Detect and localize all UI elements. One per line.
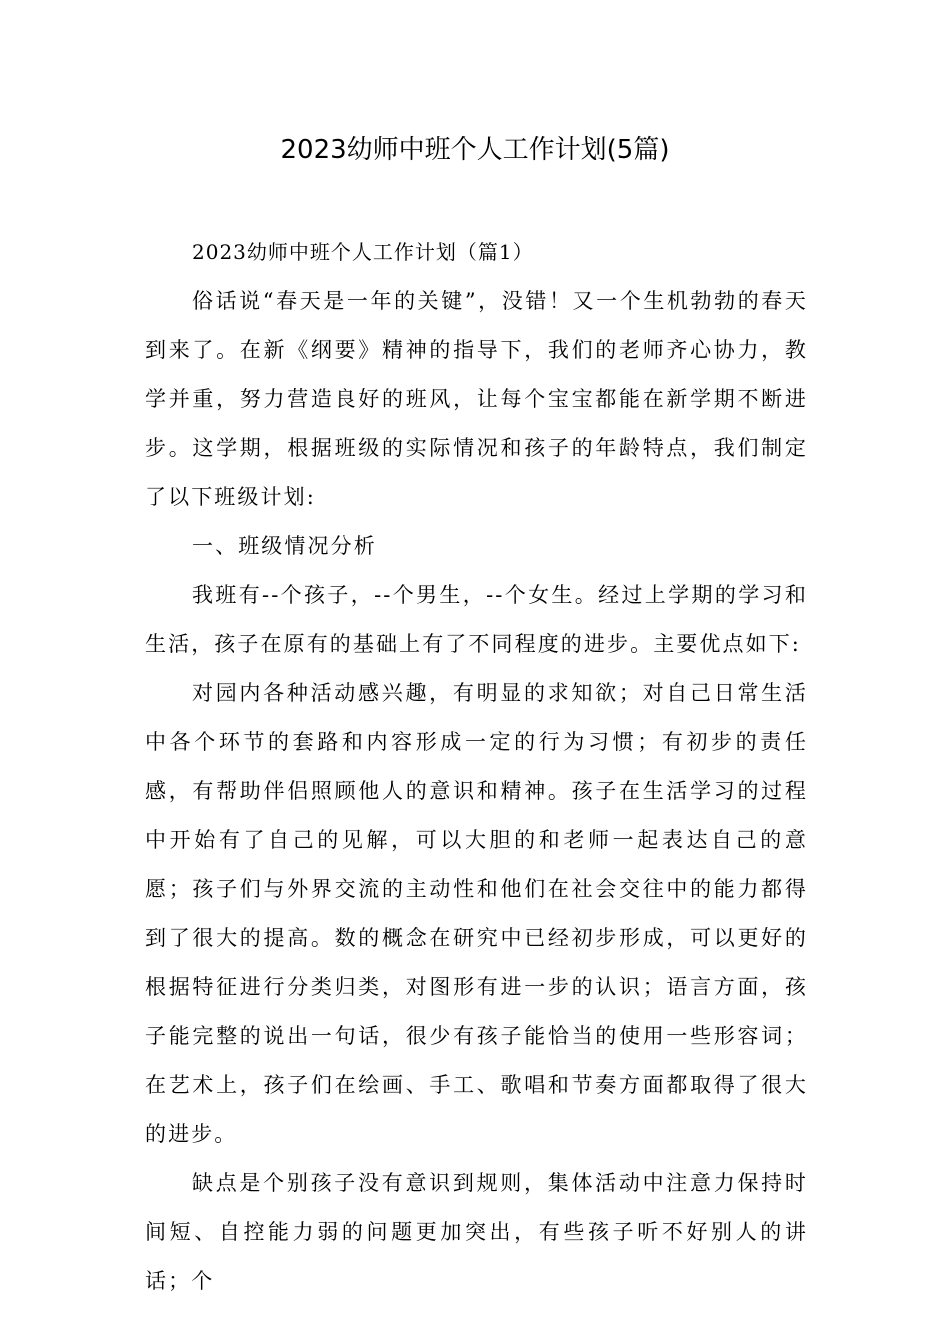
class-overview-paragraph: 我班有--个孩子，--个男生，--个女生。经过上学期的学习和生活，孩子在原有的基础上有了不同程度的进步。主要优点如下:: [145, 583, 808, 656]
strengths-paragraph: 对园内各种活动感兴趣，有明显的求知欲；对自己日常生活中各个环节的套路和内容形成一定的行为习惯；有初步的责任感，有帮助伴侣照顾他人的意识和精神。孩子在生活学习的过程中开始有了自己的见解，可以大胆的和老师一起表达自己的意愿；孩子们与外界交流的主动性和他们在社会交往中的能力都得到了很大的提高。数的概念在研究中已经初步形成，可以更好的根据特征进行分类归类，对图形有进一步的认识；语言方面，孩子能完整的说出一句话，很少有孩子能恰当的使用一些形容词；在艺术上，孩子们在绘画、手工、歌唱和节奏方面都取得了很大的进步。: [145, 681, 808, 1146]
intro-paragraph: 俗话说“春天是一年的关键”，没错！又一个生机勃勃的春天到来了。在新《纲要》精神的指导下，我们的老师齐心协力，教学并重，努力营造良好的班风，让每个宝宝都能在新学期不断进步。这学期，根据班级的实际情况和孩子的年龄特点，我们制定了以下班级计划:: [145, 289, 808, 509]
document-body: [145, 228, 808, 1306]
weaknesses-paragraph: 缺点是个别孩子没有意识到规则，集体活动中注意力保持时间短、自控能力弱的问题更加突出，有些孩子听不好别人的讲话；个: [145, 1171, 808, 1293]
document-title: 2023幼师中班个人工作计划(5篇): [280, 135, 670, 165]
section-heading: 一、班级情况分析: [192, 534, 377, 558]
section-subtitle: 2023幼师中班个人工作计划（篇1）: [192, 240, 534, 264]
